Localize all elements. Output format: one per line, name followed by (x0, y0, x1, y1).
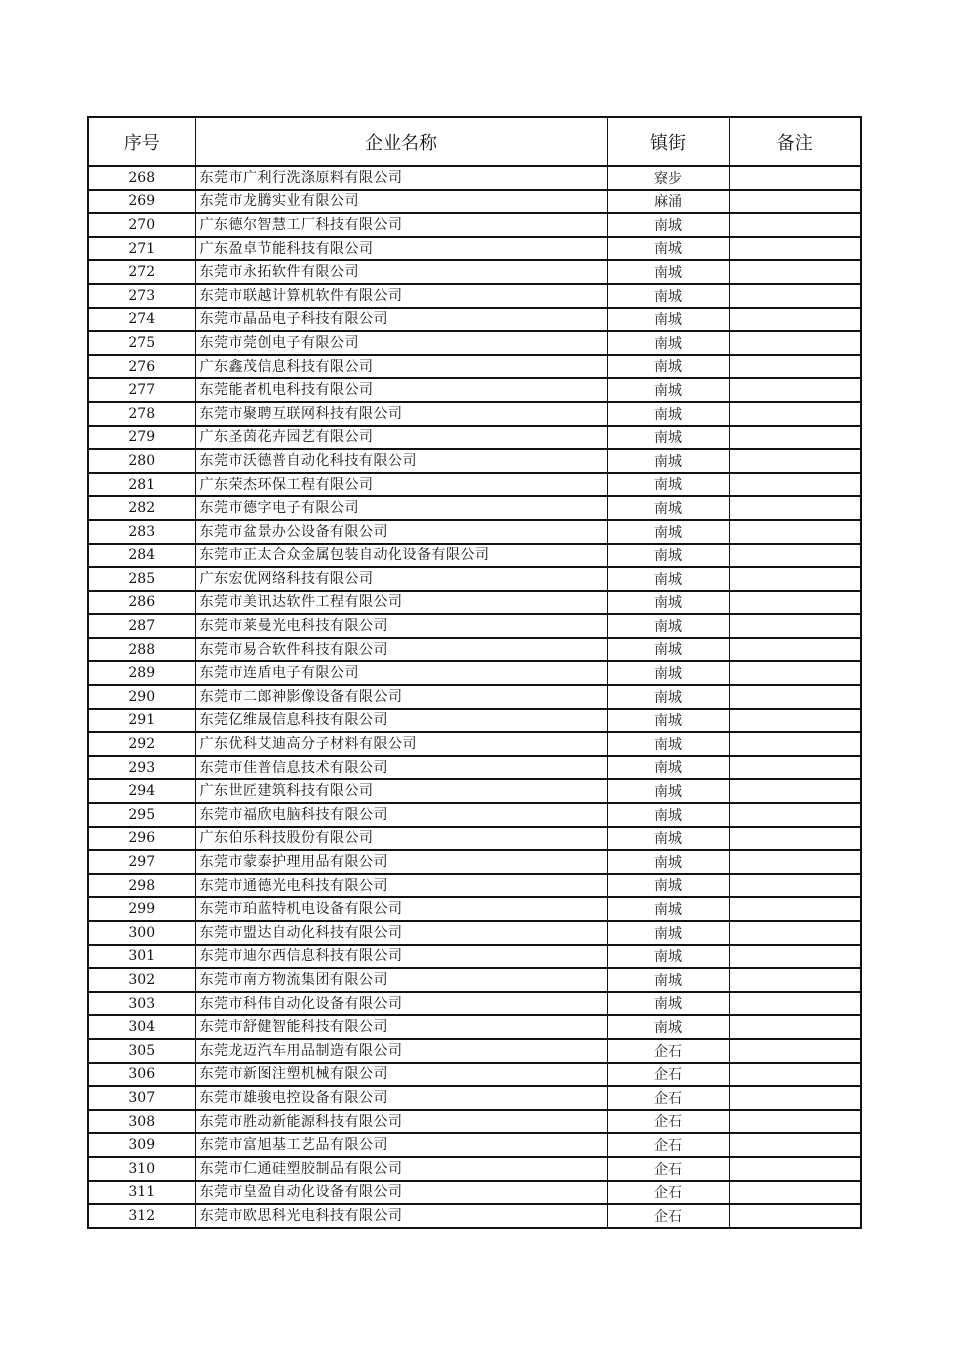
company-name-cell: 东莞市美讯达软件工程有限公司 (195, 591, 607, 615)
town-cell: 南城 (607, 331, 729, 355)
table-row (88, 260, 861, 284)
serial-number-cell: 304 (88, 1015, 195, 1039)
serial-number-cell: 273 (88, 284, 195, 308)
table-row (88, 638, 861, 662)
company-name-cell: 东莞市聚聘互联网科技有限公司 (195, 402, 607, 426)
town-cell: 南城 (607, 685, 729, 709)
remarks-cell (729, 355, 861, 379)
remarks-cell (729, 638, 861, 662)
company-name-cell: 广东宏优网络科技有限公司 (195, 567, 607, 591)
serial-number-cell: 312 (88, 1204, 195, 1228)
table-row (88, 473, 861, 497)
town-cell: 南城 (607, 709, 729, 733)
serial-number-cell: 272 (88, 260, 195, 284)
company-name-cell: 广东圣茵花卉园艺有限公司 (195, 426, 607, 450)
remarks-cell (729, 1204, 861, 1228)
town-cell: 南城 (607, 284, 729, 308)
serial-number-cell: 300 (88, 921, 195, 945)
town-cell: 南城 (607, 921, 729, 945)
remarks-cell (729, 190, 861, 214)
serial-number-cell: 310 (88, 1157, 195, 1181)
remarks-cell (729, 449, 861, 473)
town-cell: 企石 (607, 1086, 729, 1110)
table-row (88, 661, 861, 685)
serial-number-cell: 290 (88, 685, 195, 709)
remarks-cell (729, 827, 861, 851)
town-cell: 企石 (607, 1181, 729, 1205)
remarks-cell (729, 591, 861, 615)
table-row (88, 1063, 861, 1087)
company-name-cell: 东莞市盟达自动化科技有限公司 (195, 921, 607, 945)
serial-number-cell: 269 (88, 190, 195, 214)
company-name-cell: 东莞市龙腾实业有限公司 (195, 190, 607, 214)
table-row (88, 732, 861, 756)
company-name-cell: 广东德尔智慧工厂科技有限公司 (195, 213, 607, 237)
town-cell: 南城 (607, 992, 729, 1016)
remarks-cell (729, 402, 861, 426)
remarks-cell (729, 166, 861, 190)
serial-number-cell: 284 (88, 544, 195, 568)
remarks-cell (729, 732, 861, 756)
table-row (88, 591, 861, 615)
serial-number-cell: 305 (88, 1039, 195, 1063)
table-row (88, 685, 861, 709)
remarks-cell (729, 496, 861, 520)
town-cell: 南城 (607, 378, 729, 402)
remarks-cell (729, 520, 861, 544)
table-row (88, 520, 861, 544)
serial-number-cell: 296 (88, 827, 195, 851)
table-row (88, 709, 861, 733)
company-name-cell: 东莞市永拓软件有限公司 (195, 260, 607, 284)
company-name-cell: 东莞能者机电科技有限公司 (195, 378, 607, 402)
serial-number-cell: 308 (88, 1110, 195, 1134)
company-name-cell: 东莞市正太合众金属包装自动化设备有限公司 (195, 544, 607, 568)
table-row (88, 166, 861, 190)
serial-number-cell: 311 (88, 1181, 195, 1205)
town-cell: 企石 (607, 1063, 729, 1087)
town-cell: 南城 (607, 237, 729, 261)
serial-number-cell: 271 (88, 237, 195, 261)
company-name-cell: 东莞市皇盈自动化设备有限公司 (195, 1181, 607, 1205)
serial-number-cell: 279 (88, 426, 195, 450)
serial-number-cell: 287 (88, 614, 195, 638)
company-name-cell: 东莞市珀蓝特机电设备有限公司 (195, 897, 607, 921)
table-row (88, 355, 861, 379)
town-cell: 南城 (607, 968, 729, 992)
town-cell: 南城 (607, 473, 729, 497)
table-row (88, 402, 861, 426)
company-name-cell: 东莞市蒙泰护理用品有限公司 (195, 850, 607, 874)
table-row (88, 897, 861, 921)
remarks-cell (729, 473, 861, 497)
serial-number-cell: 293 (88, 756, 195, 780)
town-cell: 南城 (607, 614, 729, 638)
table-header (88, 117, 861, 166)
serial-number-cell: 294 (88, 779, 195, 803)
company-name-cell: 东莞市沃德普自动化科技有限公司 (195, 449, 607, 473)
town-cell: 企石 (607, 1110, 729, 1134)
table-row (88, 614, 861, 638)
company-name-cell: 广东优科艾迪高分子材料有限公司 (195, 732, 607, 756)
town-cell: 南城 (607, 638, 729, 662)
remarks-cell (729, 779, 861, 803)
serial-number-cell: 282 (88, 496, 195, 520)
header-serial-number: 序号 (88, 117, 195, 166)
table-row (88, 803, 861, 827)
table-row (88, 874, 861, 898)
remarks-cell (729, 756, 861, 780)
table-row (88, 968, 861, 992)
remarks-cell (729, 897, 861, 921)
remarks-cell (729, 661, 861, 685)
serial-number-cell: 286 (88, 591, 195, 615)
town-cell: 企石 (607, 1157, 729, 1181)
remarks-cell (729, 544, 861, 568)
remarks-cell (729, 850, 861, 874)
table-row (88, 237, 861, 261)
town-cell: 南城 (607, 756, 729, 780)
town-cell: 南城 (607, 661, 729, 685)
table-row (88, 544, 861, 568)
remarks-cell (729, 331, 861, 355)
remarks-cell (729, 567, 861, 591)
serial-number-cell: 275 (88, 331, 195, 355)
table-row (88, 567, 861, 591)
table-row (88, 213, 861, 237)
remarks-cell (729, 378, 861, 402)
serial-number-cell: 292 (88, 732, 195, 756)
company-name-cell: 广东鑫茂信息科技有限公司 (195, 355, 607, 379)
header-remarks: 备注 (729, 117, 861, 166)
town-cell: 南城 (607, 779, 729, 803)
company-name-cell: 东莞龙迈汽车用品制造有限公司 (195, 1039, 607, 1063)
company-name-cell: 东莞市莞创电子有限公司 (195, 331, 607, 355)
company-name-cell: 东莞市联越计算机软件有限公司 (195, 284, 607, 308)
town-cell: 南城 (607, 732, 729, 756)
serial-number-cell: 270 (88, 213, 195, 237)
town-cell: 南城 (607, 874, 729, 898)
town-cell: 南城 (607, 1015, 729, 1039)
header-row (88, 117, 861, 166)
company-name-cell: 广东伯乐科技股份有限公司 (195, 827, 607, 851)
company-name-cell: 东莞市晶品电子科技有限公司 (195, 308, 607, 332)
serial-number-cell: 283 (88, 520, 195, 544)
serial-number-cell: 306 (88, 1063, 195, 1087)
table-row (88, 1015, 861, 1039)
remarks-cell (729, 992, 861, 1016)
company-name-cell: 东莞市欧思科光电科技有限公司 (195, 1204, 607, 1228)
table-row (88, 779, 861, 803)
table-row (88, 1039, 861, 1063)
table-row (88, 1204, 861, 1228)
serial-number-cell: 274 (88, 308, 195, 332)
town-cell: 南城 (607, 520, 729, 544)
town-cell: 麻涌 (607, 190, 729, 214)
table-row (88, 827, 861, 851)
town-cell: 南城 (607, 355, 729, 379)
remarks-cell (729, 874, 861, 898)
serial-number-cell: 309 (88, 1133, 195, 1157)
table-row (88, 378, 861, 402)
remarks-cell (729, 426, 861, 450)
town-cell: 南城 (607, 803, 729, 827)
remarks-cell (729, 1181, 861, 1205)
table-row (88, 756, 861, 780)
company-name-cell: 广东荣杰环保工程有限公司 (195, 473, 607, 497)
town-cell: 南城 (607, 567, 729, 591)
company-name-cell: 东莞市盆景办公设备有限公司 (195, 520, 607, 544)
company-name-cell: 广东世匠建筑科技有限公司 (195, 779, 607, 803)
remarks-cell (729, 308, 861, 332)
header-town: 镇街 (607, 117, 729, 166)
town-cell: 南城 (607, 308, 729, 332)
table-row (88, 992, 861, 1016)
remarks-cell (729, 260, 861, 284)
table-row (88, 1157, 861, 1181)
remarks-cell (729, 709, 861, 733)
remarks-cell (729, 237, 861, 261)
serial-number-cell: 289 (88, 661, 195, 685)
serial-number-cell: 278 (88, 402, 195, 426)
remarks-cell (729, 1039, 861, 1063)
company-name-cell: 东莞市易合软件科技有限公司 (195, 638, 607, 662)
table-row (88, 921, 861, 945)
serial-number-cell: 268 (88, 166, 195, 190)
remarks-cell (729, 968, 861, 992)
remarks-cell (729, 1015, 861, 1039)
company-name-cell: 东莞市胜动新能源科技有限公司 (195, 1110, 607, 1134)
serial-number-cell: 280 (88, 449, 195, 473)
table-row (88, 284, 861, 308)
town-cell: 南城 (607, 496, 729, 520)
table-row (88, 426, 861, 450)
company-name-cell: 东莞市仁通硅塑胶制品有限公司 (195, 1157, 607, 1181)
town-cell: 企石 (607, 1204, 729, 1228)
company-name-cell: 东莞市富旭基工艺品有限公司 (195, 1133, 607, 1157)
company-name-cell: 东莞市通德光电科技有限公司 (195, 874, 607, 898)
company-name-cell: 东莞市佳普信息技术有限公司 (195, 756, 607, 780)
serial-number-cell: 307 (88, 1086, 195, 1110)
town-cell: 南城 (607, 945, 729, 969)
remarks-cell (729, 1133, 861, 1157)
remarks-cell (729, 1157, 861, 1181)
serial-number-cell: 303 (88, 992, 195, 1016)
table-row (88, 1181, 861, 1205)
remarks-cell (729, 284, 861, 308)
remarks-cell (729, 945, 861, 969)
serial-number-cell: 297 (88, 850, 195, 874)
company-name-cell: 东莞市迪尔西信息科技有限公司 (195, 945, 607, 969)
serial-number-cell: 288 (88, 638, 195, 662)
remarks-cell (729, 685, 861, 709)
serial-number-cell: 295 (88, 803, 195, 827)
enterprise-table (87, 116, 862, 1229)
company-name-cell: 东莞市南方物流集团有限公司 (195, 968, 607, 992)
table-row (88, 1133, 861, 1157)
remarks-cell (729, 614, 861, 638)
serial-number-cell: 285 (88, 567, 195, 591)
company-name-cell: 东莞市福欣电脑科技有限公司 (195, 803, 607, 827)
town-cell: 南城 (607, 897, 729, 921)
town-cell: 南城 (607, 591, 729, 615)
table-row (88, 449, 861, 473)
serial-number-cell: 301 (88, 945, 195, 969)
company-name-cell: 东莞市连盾电子有限公司 (195, 661, 607, 685)
company-name-cell: 东莞亿维晟信息科技有限公司 (195, 709, 607, 733)
company-name-cell: 东莞市二郎神影像设备有限公司 (195, 685, 607, 709)
remarks-cell (729, 921, 861, 945)
serial-number-cell: 291 (88, 709, 195, 733)
serial-number-cell: 299 (88, 897, 195, 921)
company-name-cell: 东莞市科伟自动化设备有限公司 (195, 992, 607, 1016)
remarks-cell (729, 1086, 861, 1110)
town-cell: 企石 (607, 1039, 729, 1063)
town-cell: 南城 (607, 402, 729, 426)
serial-number-cell: 281 (88, 473, 195, 497)
company-name-cell: 东莞市德字电子有限公司 (195, 496, 607, 520)
town-cell: 寮步 (607, 166, 729, 190)
table-row (88, 308, 861, 332)
company-name-cell: 东莞市莱曼光电科技有限公司 (195, 614, 607, 638)
town-cell: 南城 (607, 260, 729, 284)
remarks-cell (729, 213, 861, 237)
table-row (88, 1086, 861, 1110)
table-row (88, 945, 861, 969)
town-cell: 企石 (607, 1133, 729, 1157)
town-cell: 南城 (607, 544, 729, 568)
serial-number-cell: 276 (88, 355, 195, 379)
company-name-cell: 东莞市雄骏电控设备有限公司 (195, 1086, 607, 1110)
company-name-cell: 东莞市广利行洗涤原料有限公司 (195, 166, 607, 190)
table-row (88, 190, 861, 214)
town-cell: 南城 (607, 426, 729, 450)
serial-number-cell: 277 (88, 378, 195, 402)
table-row (88, 331, 861, 355)
town-cell: 南城 (607, 449, 729, 473)
company-name-cell: 东莞市舒健智能科技有限公司 (195, 1015, 607, 1039)
table-body (88, 166, 861, 1228)
table-row (88, 1110, 861, 1134)
table-row (88, 850, 861, 874)
header-company-name: 企业名称 (195, 117, 607, 166)
remarks-cell (729, 1063, 861, 1087)
remarks-cell (729, 1110, 861, 1134)
town-cell: 南城 (607, 850, 729, 874)
serial-number-cell: 302 (88, 968, 195, 992)
town-cell: 南城 (607, 213, 729, 237)
serial-number-cell: 298 (88, 874, 195, 898)
company-name-cell: 东莞市新图注塑机械有限公司 (195, 1063, 607, 1087)
remarks-cell (729, 803, 861, 827)
town-cell: 南城 (607, 827, 729, 851)
table-row (88, 496, 861, 520)
company-name-cell: 广东盈卓节能科技有限公司 (195, 237, 607, 261)
